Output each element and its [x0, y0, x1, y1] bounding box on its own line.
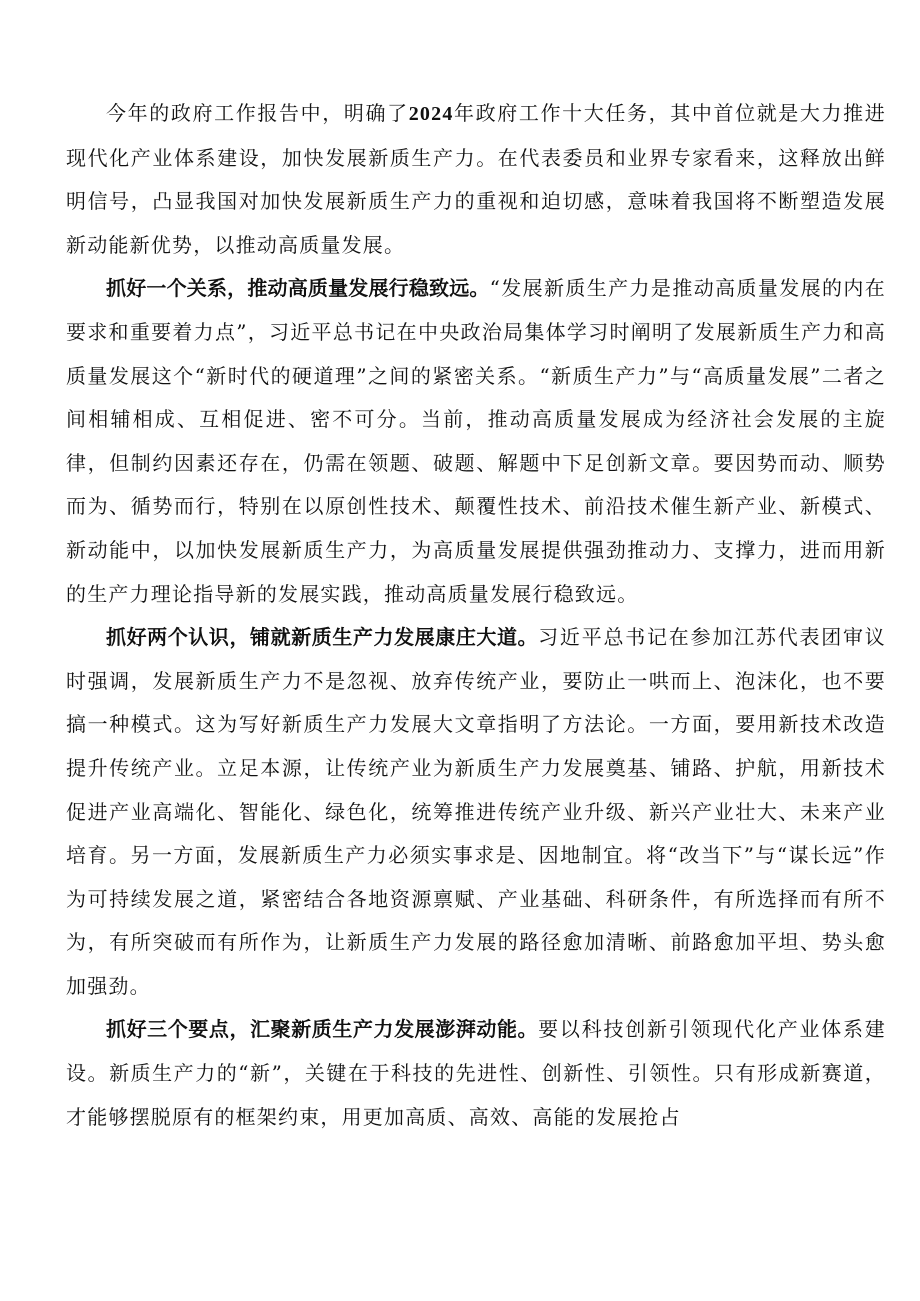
- paragraph-text: 要以科技创新引领现代化产业体系建设。新质生产力的“新”，关键在于科技的先进性、创新性、引领性。只有形成新赛道，才能够摆脱原有的框架约束，用更加高质、高效、高能的发展抢占: [66, 1017, 887, 1129]
- paragraph-text: 年政府工作十大任务，其中首位就是大力推进现代化产业体系建设，加快发展新质生产力。在代表委员和业界专家看来，这释放出鲜明信号，凸显我国对加快发展新质生产力的重视和迫切感，意味着我国将不断塑造发展新动能新优势，以推动高质量发展。: [66, 101, 887, 257]
- paragraph-heading: 抓好两个认识，铺就新质生产力发展康庄大道。: [106, 625, 539, 650]
- paragraph-two-understandings: [66, 616, 886, 1008]
- paragraph-three-points: [66, 1008, 886, 1139]
- paragraph-text: 今年的政府工作报告中，明确了: [106, 101, 409, 125]
- paragraph-text: 习近平总书记在参加江苏代表团审议时强调，发展新质生产力不是忽视、放弃传统产业，要防止一哄而上、泡沫化，也不要搞一种模式。这为写好新质生产力发展大文章指明了方法论。一方面，要用新技术改造提升传统产业。立足本源，让传统产业为新质生产力发展奠基、铺路、护航，用新技术促进产业高端化、智能化、绿色化，统筹推进传统产业升级、新兴产业壮大、未来产业培育。另一方面，发展新质生产力必须实事求是、因地制宜。将“改当下”与“谋长远”作为可持续发展之道，紧密结合各地资源禀赋、产业基础、科研条件，有所选择而有所不为，有所突破而有所作为，让新质生产力发展的路径愈加清晰、前路愈加平坦、势头愈加强劲。: [66, 625, 887, 998]
- paragraph-text: “发展新质生产力是推动高质量发展的内在要求和重要着力点”，习近平总书记在中央政治局集体学习时阐明了发展新质生产力和高质量发展这个“新时代的硬道理”之间的紧密关系。“新质生产力”与“高质量发展”二者之间相辅相成、互相促进、密不可分。当前，推动高质量发展成为经济社会发展的主旋律，但制约因素还存在，仍需在领题、破题、解题中下足创新文章。要因势而动、顺势而为、循势而行，特别在以原创性技术、颠覆性技术、前沿技术催生新产业、新模式、新动能中，以加快发展新质生产力，为高质量发展提供强劲推动力、支撑力，进而用新的生产力理论指导新的发展实践，推动高质量发展行稳致远。: [66, 276, 887, 606]
- document-body: [66, 92, 886, 1139]
- year-number: 2024: [408, 103, 454, 125]
- paragraph-one-relationship: [66, 267, 886, 616]
- paragraph-heading: 抓好三个要点，汇聚新质生产力发展澎湃动能。: [106, 1017, 539, 1042]
- paragraph-heading: 抓好一个关系，推动高质量发展行稳致远。: [106, 276, 490, 301]
- paragraph-intro: [66, 92, 886, 267]
